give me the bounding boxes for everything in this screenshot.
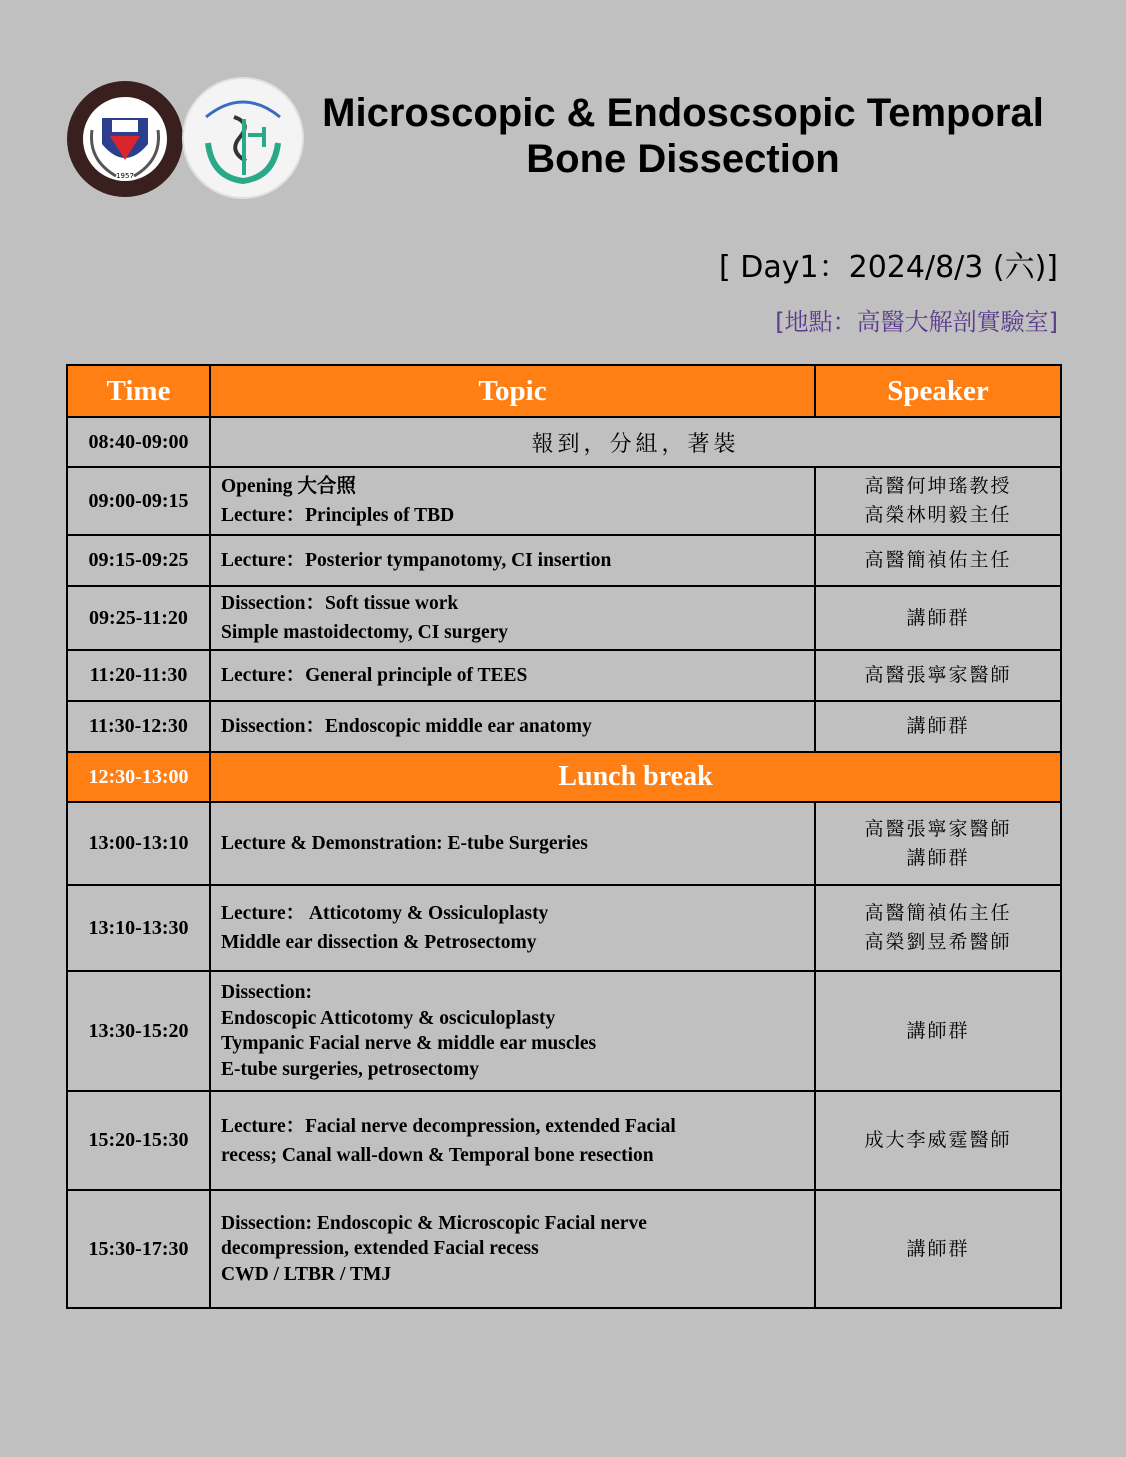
- topic-cell: [210, 586, 815, 650]
- venue: [地點：高醫大解剖實驗室]: [775, 308, 1058, 336]
- speaker-name: 高醫張寧家醫師: [864, 817, 1012, 840]
- topic-cell: [210, 885, 815, 971]
- time-cell: 09:15-09:25: [67, 535, 210, 586]
- kmu-hospital-logo: [66, 80, 184, 198]
- topic-line: Dissection: Endoscopic & Microscopic Facial nerve: [221, 1212, 647, 1234]
- time-cell: 13:30-15:20: [67, 971, 210, 1091]
- speaker-cell: [815, 701, 1061, 752]
- table-row: [67, 417, 1061, 467]
- header-time: Time: [67, 365, 210, 417]
- topic-cell: [210, 1091, 815, 1190]
- speaker-cell: [815, 586, 1061, 650]
- topic-line: decompression, extended Facial recess: [221, 1238, 539, 1260]
- speaker-cell: [815, 971, 1061, 1091]
- speaker-name: 高榮劉昱希醫師: [864, 931, 1012, 953]
- table-row: [67, 802, 1061, 885]
- table-row: [67, 971, 1061, 1091]
- day-date: [ Day1：2024/8/3 (六)]: [719, 250, 1058, 285]
- time-cell: 09:00-09:15: [67, 467, 210, 535]
- topic-line: Dissection:: [221, 982, 312, 1003]
- topic-line: Lecture：Posterior tympanotomy, CI insertion: [221, 550, 612, 571]
- table-row: [67, 1091, 1061, 1190]
- topic-line: E-tube surgeries, petrosectomy: [221, 1058, 479, 1080]
- speaker-name: 高醫張寧家醫師: [864, 664, 1012, 686]
- speaker-name: 成大李威霆醫師: [864, 1129, 1012, 1151]
- table-row: [67, 650, 1061, 701]
- kmu-logo-year: 1957: [116, 172, 134, 180]
- topic-line: Opening 大合照: [221, 476, 356, 497]
- lunch-break-cell: Lunch break: [210, 752, 1061, 802]
- time-cell: 13:10-13:30: [67, 885, 210, 971]
- speaker-name: 講師群: [906, 846, 970, 869]
- speaker-name: 講師群: [906, 715, 970, 737]
- table-row: [67, 586, 1061, 650]
- header-speaker: Speaker: [815, 365, 1061, 417]
- topic-cell: [210, 650, 815, 701]
- header-topic: Topic: [210, 365, 815, 417]
- topic-cell: [210, 701, 815, 752]
- topic-line: Dissection：Endoscopic middle ear anatomy: [221, 716, 592, 737]
- speaker-cell: [815, 535, 1061, 586]
- speaker-cell: [815, 1190, 1061, 1308]
- topic-line: CWD / LTBR / TMJ: [221, 1263, 392, 1285]
- topic-line: Lecture & Demonstration: E-tube Surgeries: [221, 833, 588, 854]
- vgh-hospital-logo: [182, 77, 304, 199]
- topic-line: recess; Canal wall-down & Temporal bone resection: [221, 1144, 654, 1166]
- topic-cell: [210, 971, 815, 1091]
- speaker-name: 高醫何坤瑤教授: [864, 475, 1012, 497]
- page-title: [305, 90, 1061, 182]
- table-row: [67, 1190, 1061, 1308]
- speaker-cell: [815, 1091, 1061, 1190]
- time-cell: 13:00-13:10: [67, 802, 210, 885]
- topic-cell: [210, 1190, 815, 1308]
- topic-cell: [210, 802, 815, 885]
- schedule-table: [66, 364, 1062, 1309]
- speaker-name: 講師群: [906, 606, 970, 629]
- time-cell: 09:25-11:20: [67, 586, 210, 650]
- header-row: [67, 365, 1061, 417]
- table-row: [67, 535, 1061, 586]
- speaker-cell: [815, 885, 1061, 971]
- topic-line: Lecture：Principles of TBD: [221, 505, 455, 526]
- speaker-name: 高榮林明毅主任: [864, 504, 1012, 526]
- speaker-cell: [815, 650, 1061, 701]
- topic-cell: [210, 467, 815, 535]
- topic-cell: [210, 535, 815, 586]
- title-line-1: Microscopic & Endoscsopic Temporal: [322, 91, 1044, 135]
- topic-line: Endoscopic Atticotomy & osciculoplasty: [221, 1007, 556, 1029]
- time-cell: 11:20-11:30: [67, 650, 210, 701]
- topic-line: Lecture： Atticotomy & Ossiculoplasty: [221, 903, 549, 924]
- speaker-cell: [815, 467, 1061, 535]
- table-row: [67, 467, 1061, 535]
- topic-line: Middle ear dissection & Petrosectomy: [221, 932, 537, 953]
- speaker-name: 高醫簡禎佑主任: [864, 902, 1012, 924]
- schedule-body: [67, 417, 1061, 1308]
- lunch-row: [67, 752, 1061, 802]
- speaker-name: 講師群: [906, 1019, 970, 1042]
- topic-line: Lecture：Facial nerve decompression, extended Facial: [221, 1115, 676, 1137]
- speaker-name: 高醫簡禎佑主任: [864, 549, 1012, 571]
- table-row: [67, 701, 1061, 752]
- time-cell: 08:40-09:00: [67, 417, 210, 467]
- time-cell: 15:30-17:30: [67, 1190, 210, 1308]
- time-cell: 11:30-12:30: [67, 701, 210, 752]
- time-cell: 15:20-15:30: [67, 1091, 210, 1190]
- full-width-cell: 報到，分組，著裝: [210, 417, 1061, 467]
- title-line-2: Bone Dissection: [526, 137, 840, 181]
- topic-line: Tympanic Facial nerve & middle ear muscles: [221, 1033, 597, 1054]
- table-row: [67, 885, 1061, 971]
- time-cell: 12:30-13:00: [67, 752, 210, 802]
- speaker-name: 講師群: [906, 1237, 970, 1260]
- topic-line: Lecture：General principle of TEES: [221, 665, 528, 686]
- topic-line: Simple mastoidectomy, CI surgery: [221, 622, 509, 643]
- topic-line: Dissection：Soft tissue work: [221, 593, 459, 614]
- speaker-cell: [815, 802, 1061, 885]
